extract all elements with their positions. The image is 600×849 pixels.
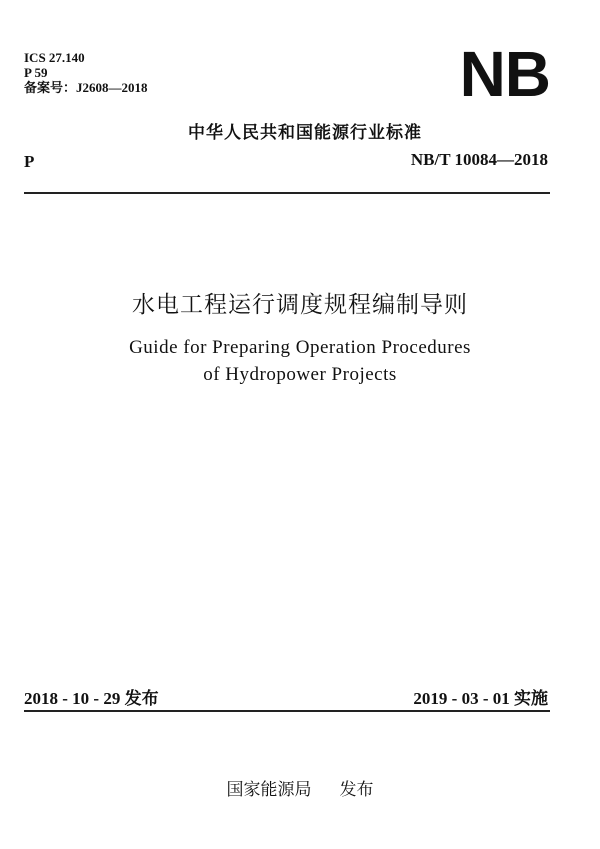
publisher	[0, 775, 600, 800]
filing-number: 备案号：J2608—2018	[24, 80, 148, 95]
effective-date: 2019 - 03 - 01 实施	[413, 689, 548, 708]
issue-date: 2018 - 10 - 29 发布	[24, 689, 159, 708]
category-letter: P	[24, 152, 35, 171]
ics-code: ICS 27.140	[24, 50, 85, 65]
title-chinese: 水电工程运行调度规程编制导则	[132, 292, 468, 318]
footer-divider	[24, 710, 550, 712]
classification-code: P 59	[24, 65, 48, 80]
metadata-block	[24, 50, 148, 95]
publisher-name: 国家能源局	[226, 780, 312, 800]
nb-logo: NB	[459, 38, 550, 110]
header-divider	[24, 192, 550, 194]
title-english-line1: Guide for Preparing Operation Procedures	[129, 337, 471, 358]
standard-type: 中华人民共和国能源行业标准	[188, 123, 422, 143]
title-english-line2: of Hydropower Projects	[203, 364, 397, 385]
standard-code: NB/T 10084—2018	[410, 150, 548, 169]
publisher-action: 发布	[339, 780, 374, 800]
